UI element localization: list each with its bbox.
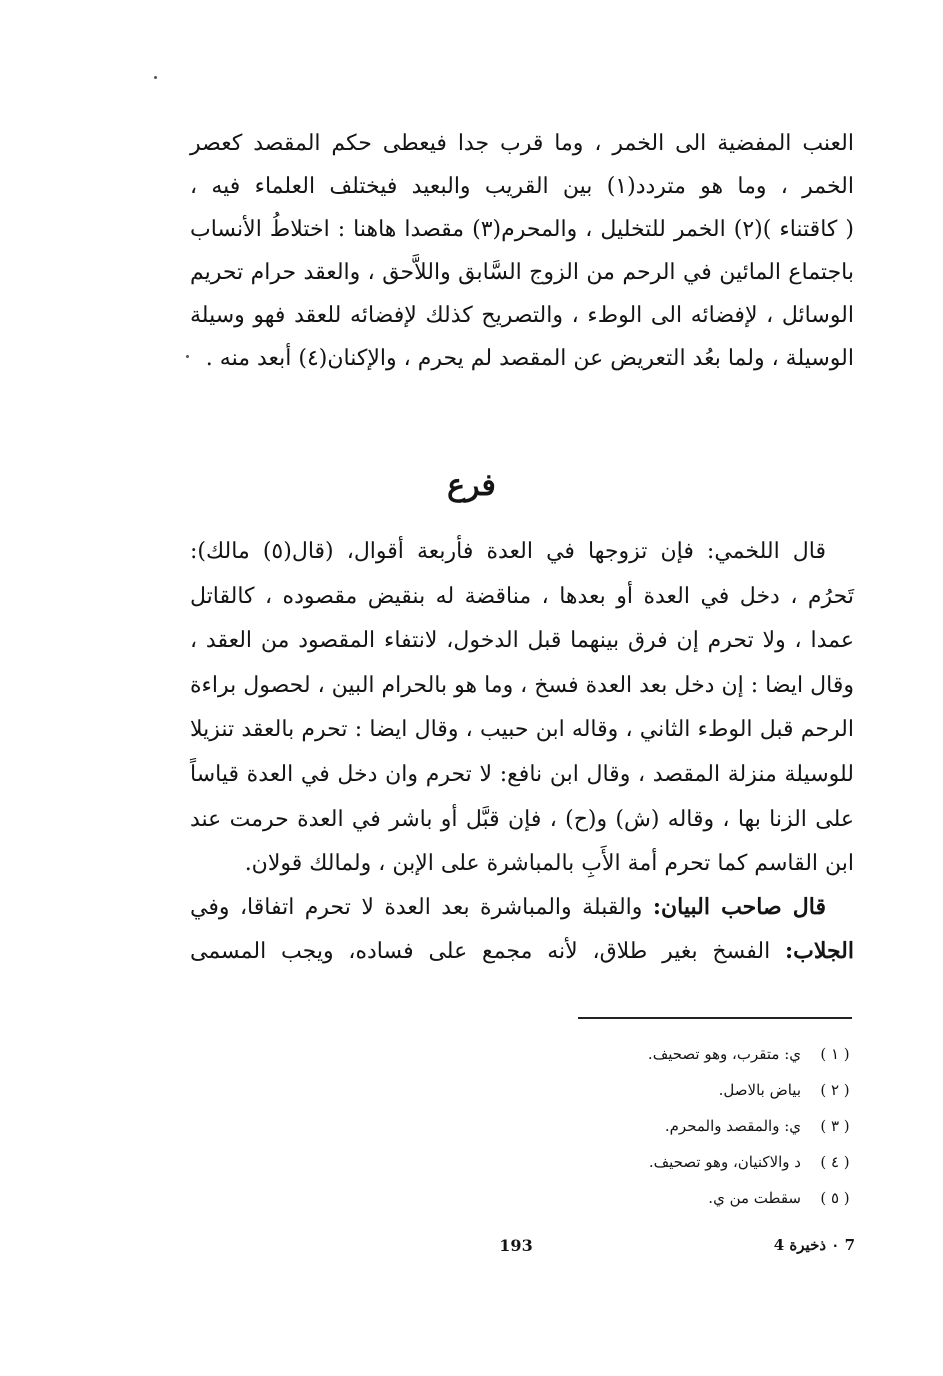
page-footer xyxy=(0,1236,943,1260)
paragraph-2 xyxy=(190,530,854,887)
paragraph-line: باجتماع المائين في الرحم من الزوج السَّابق واللاَّحق ، والعقد حرام تحريم xyxy=(190,260,854,285)
paragraph-line: عمدا ، ولا تحرم إن فرق بينهما قبل الدخول، لانتفاء المقصود من العقد ، xyxy=(190,628,854,654)
page-number: 193 xyxy=(499,1236,533,1255)
footnote xyxy=(435,1144,855,1180)
paragraph-1 xyxy=(190,122,854,380)
paragraph-line: العنب المفضية الى الخمر ، وما قرب جدا فيعطى حكم المقصد كعصر xyxy=(190,131,854,156)
paragraph-line: قال اللخمي: فإن تزوجها في العدة فأربعة أقوال، (قال(٥) مالك): xyxy=(190,539,826,564)
printer-signature: 7 ۰ ذخيرة 4 xyxy=(773,1236,855,1254)
footnote xyxy=(435,1108,855,1144)
ink-speck xyxy=(186,355,189,358)
footnotes xyxy=(435,1036,855,1216)
paragraph-line: على الزنا بها ، وقاله (ش) و(ح) ، فإن قبَّل أو باشر في العدة حرمت عند xyxy=(190,806,854,832)
footnote xyxy=(435,1180,855,1216)
section-heading: فرع xyxy=(447,468,496,503)
source-name: قال صاحب البيان: xyxy=(652,894,826,920)
ink-speck xyxy=(154,76,157,79)
paragraph-line: الوسائل ، لإفضائه الى الوطء ، والتصريح كذلك لإفضائه للعقد فهو وسيلة xyxy=(190,303,855,328)
paragraph-line: الرحم قبل الوطء الثاني ، وقاله ابن حبيب ، وقال ايضا : تحرم بالعقد تنزيلا xyxy=(190,717,854,743)
footnote-text: سقطت من ي. xyxy=(708,1189,801,1207)
paragraph-line xyxy=(190,885,854,929)
source-name: الجلاب: xyxy=(785,938,854,964)
paragraph-line: ( كاقتناء )(٢) الخمر للتخليل ، والمحرم(٣) مقصدا هاهنا : اختلاطُ الأنساب xyxy=(190,217,854,242)
footnote-text: ي: والمقصد والمحرم. xyxy=(664,1117,801,1135)
footnote-number: ( ٥ ) xyxy=(820,1189,850,1207)
paragraph-line: للوسيلة منزلة المقصد ، وقال ابن نافع: لا تحرم وان دخل في العدة قياساً xyxy=(190,761,854,787)
paragraph-line: ابن القاسم كما تحرم أمة الأَبِ بالمباشرة على الإبن ، ولمالك قولان. xyxy=(244,851,854,877)
footnote-number: ( ١ ) xyxy=(820,1045,850,1063)
footnote-divider xyxy=(578,1017,852,1019)
footnote-number: ( ٢ ) xyxy=(820,1081,850,1099)
paragraph-line xyxy=(190,929,854,973)
paragraph-line: الوسيلة ، ولما بعُد التعريض عن المقصد لم يحرم ، والإكنان(٤) أبعد منه . xyxy=(205,346,854,371)
footnote-text: د والاكنيان، وهو تصحيف. xyxy=(648,1153,801,1171)
footnote-number: ( ٣ ) xyxy=(820,1117,850,1135)
footnote xyxy=(435,1072,855,1108)
paragraph-line-text: الفسخ بغير طلاق، لأنه مجمع على فساده، ويجب المسمى xyxy=(190,939,786,964)
footnote-number: ( ٤ ) xyxy=(820,1153,850,1171)
paragraph-line: وقال ايضا : إن دخل بعد العدة فسخ ، وما هو بالحرام البين ، لحصول براءة xyxy=(190,672,854,698)
footnote-text: بياض بالاصل. xyxy=(718,1081,801,1099)
paragraph-line: الخمر ، وما هو متردد(١) بين القريب والبعيد فيختلف العلماء فيه ، xyxy=(190,174,854,199)
paragraph-line-text: والقبلة والمباشرة بعد العدة لا تحرم اتفاقا، وفي xyxy=(190,895,653,920)
paragraph-3 xyxy=(190,885,854,973)
footnote xyxy=(435,1036,855,1072)
paragraph-line: تَحرُم ، دخل في العدة أو بعدها ، مناقضة له بنقيض مقصوده ، كالقاتل xyxy=(190,583,854,609)
footnote-text: ي: متقرب، وهو تصحيف. xyxy=(647,1045,801,1063)
